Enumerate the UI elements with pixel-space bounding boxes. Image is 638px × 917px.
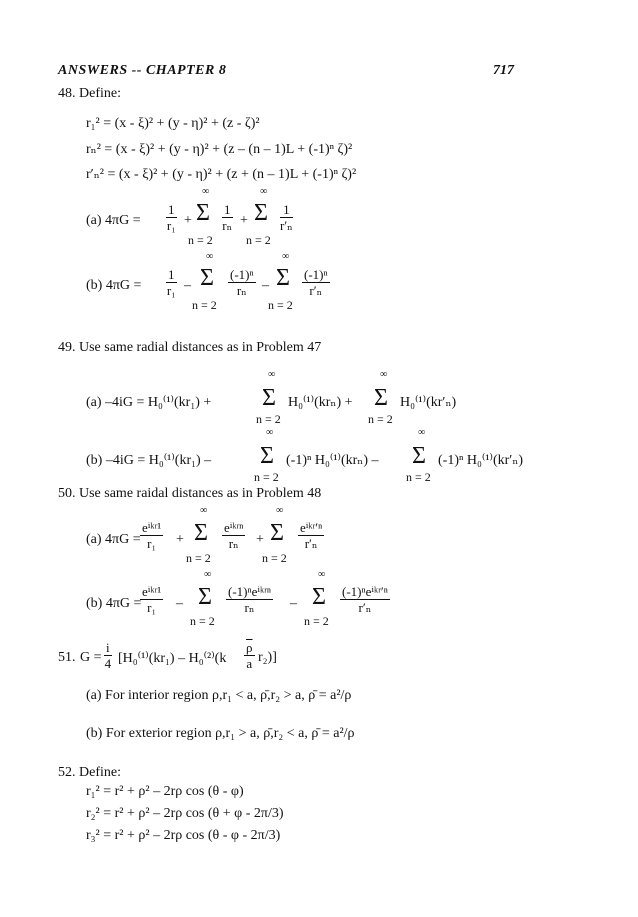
problem-51-label: 51. xyxy=(58,650,76,665)
sigma-symbol: Σ xyxy=(194,520,208,546)
page-number: 717 xyxy=(493,63,514,78)
p51-end: r₂)] xyxy=(258,650,277,665)
infinity-limit: ∞ xyxy=(276,505,284,516)
p51-rho-over-a: $\frac{\overline{\rho}}{a}$ xyxy=(246,640,253,671)
plus-sign: + xyxy=(256,532,264,547)
sum-lower-limit: n = 2 xyxy=(186,551,211,565)
sum-lower-limit: n = 2 xyxy=(188,233,213,247)
minus-sign: – xyxy=(176,596,183,611)
sigma-symbol: Σ xyxy=(262,385,276,411)
sum-lower-limit: n = 2 xyxy=(254,470,279,484)
sigma-symbol: Σ xyxy=(270,520,284,546)
sum-lower-limit: n = 2 xyxy=(192,298,217,312)
p50b-frac-3: (-1)ⁿeⁱᵏʳ′ⁿ r′ₙ xyxy=(342,584,388,615)
p49a-term-1: H₀⁽¹⁾(krₙ) + xyxy=(288,395,353,410)
p48b-frac-2: $\frac{\text{(-1)ⁿ}}{\text{rₙ}}$ xyxy=(230,267,254,298)
plus-sign: + xyxy=(176,532,184,547)
infinity-limit: ∞ xyxy=(204,569,212,580)
p49b-term-1: (-1)ⁿ H₀⁽¹⁾(krₙ) – xyxy=(286,453,379,468)
p50b-frac-2: (-1)ⁿeⁱᵏʳⁿ rₙ xyxy=(228,584,271,615)
problem-52-label: 52. Define: xyxy=(58,765,121,780)
sum-lower-limit: n = 2 xyxy=(256,412,281,426)
p51-lhs: G = xyxy=(80,650,102,665)
minus-sign: – xyxy=(262,278,269,293)
p50a-frac-2: eⁱᵏʳⁿ rₙ xyxy=(224,520,244,551)
sum-lower-limit: n = 2 xyxy=(368,412,393,426)
p51-i-over-4: $\frac{i}{4}$ xyxy=(104,640,112,671)
sigma-symbol: Σ xyxy=(374,385,388,411)
p48b-lhs: (b) 4πG = xyxy=(86,278,142,293)
sigma-symbol: Σ xyxy=(196,200,210,226)
p48b-frac-3: $\frac{\text{(-1)ⁿ}}{\text{r′ₙ}}$ xyxy=(304,267,328,298)
p50b-frac-1: eⁱᵏʳ¹ r₁ xyxy=(142,584,162,615)
plus-sign: + xyxy=(184,213,192,228)
p48a-frac-2: $\frac{1}{\text{rₙ}}$ xyxy=(222,202,233,233)
p50a-frac-1: eⁱᵏʳ¹ r₁ xyxy=(142,520,162,551)
p49b-term-2: (-1)ⁿ H₀⁽¹⁾(kr′ₙ) xyxy=(438,453,524,468)
sigma-symbol: Σ xyxy=(276,265,290,291)
infinity-limit: ∞ xyxy=(266,427,274,438)
sigma-symbol: Σ xyxy=(412,443,426,469)
p48-rn-definition: rₙ² = (x - ξ)² + (y - η)² + (z – (n – 1)L + (-1)ⁿ ζ)² xyxy=(86,142,353,157)
p51-hankel-difference: [H₀⁽¹⁾(kr₁) – H₀⁽²⁾(k xyxy=(118,651,227,666)
p52-r1-definition: r₁² = r² + ρ² – 2rρ cos (θ - φ) xyxy=(86,784,244,799)
p48a-frac-1: $\frac{1}{\text{r₁}}$ xyxy=(166,202,176,233)
problem-50-label: 50. Use same raidal distances as in Problem 48 xyxy=(58,486,322,501)
problem-48-label: 48. Define: xyxy=(58,86,121,101)
infinity-limit: ∞ xyxy=(202,186,210,197)
p49a-lhs: (a) –4iG = H₀⁽¹⁾(kr₁) + xyxy=(86,395,212,410)
p48-r1-definition: r₁² = (x - ξ)² + (y - η)² + (z - ζ)² xyxy=(86,116,260,131)
p48b-frac-1: $\frac{1}{\text{r₁}}$ xyxy=(166,267,176,298)
sum-lower-limit: n = 2 xyxy=(304,614,329,628)
sum-lower-limit: n = 2 xyxy=(262,551,287,565)
infinity-limit: ∞ xyxy=(206,251,214,262)
infinity-limit: ∞ xyxy=(318,569,326,580)
minus-sign: – xyxy=(184,278,191,293)
p51-exterior-region: (b) For exterior region ρ,r₁ > a, ρ̄,r₂ < a, ρ̄ = a²/ρ xyxy=(86,726,355,741)
plus-sign: + xyxy=(240,213,248,228)
infinity-limit: ∞ xyxy=(260,186,268,197)
minus-sign: – xyxy=(290,596,297,611)
p48a-frac-3: $\frac{1}{\text{r′ₙ}}$ xyxy=(280,202,293,233)
sigma-symbol: Σ xyxy=(312,584,326,610)
p50b-lhs: (b) 4πG = xyxy=(86,596,142,611)
sigma-symbol: Σ xyxy=(200,265,214,291)
sigma-symbol: Σ xyxy=(260,443,274,469)
p50a-lhs: (a) 4πG = xyxy=(86,532,141,547)
infinity-limit: ∞ xyxy=(282,251,290,262)
problem-49-label: 49. Use same radial distances as in Problem 47 xyxy=(58,340,322,355)
infinity-limit: ∞ xyxy=(418,427,426,438)
sum-lower-limit: n = 2 xyxy=(246,233,271,247)
p51-interior-region: (a) For interior region ρ,r₁ < a, ρ̄,r₂ > a, ρ̄ = a²/ρ xyxy=(86,688,352,703)
p50a-frac-3: eⁱᵏʳ′ⁿ r′ₙ xyxy=(300,520,323,551)
p48a-lhs: (a) 4πG = xyxy=(86,213,141,228)
running-header-title: ANSWERS -- CHAPTER 8 xyxy=(58,63,227,78)
infinity-limit: ∞ xyxy=(268,369,276,380)
sum-lower-limit: n = 2 xyxy=(406,470,431,484)
sum-lower-limit: n = 2 xyxy=(268,298,293,312)
sum-lower-limit: n = 2 xyxy=(190,614,215,628)
sigma-symbol: Σ xyxy=(254,200,268,226)
p52-r2-definition: r₂² = r² + ρ² – 2rρ cos (θ + φ - 2π/3) xyxy=(86,806,284,821)
p48-rnprime-definition: r′ₙ² = (x - ξ)² + (y - η)² + (z + (n – 1)L + (-1)ⁿ ζ)² xyxy=(86,167,357,182)
p49a-term-2: H₀⁽¹⁾(kr′ₙ) xyxy=(400,395,457,410)
sigma-symbol: Σ xyxy=(198,584,212,610)
p49b-lhs: (b) –4iG = H₀⁽¹⁾(kr₁) – xyxy=(86,453,212,468)
infinity-limit: ∞ xyxy=(200,505,208,516)
p52-r3-definition: r₃² = r² + ρ² – 2rρ cos (θ - φ - 2π/3) xyxy=(86,828,281,843)
infinity-limit: ∞ xyxy=(380,369,388,380)
